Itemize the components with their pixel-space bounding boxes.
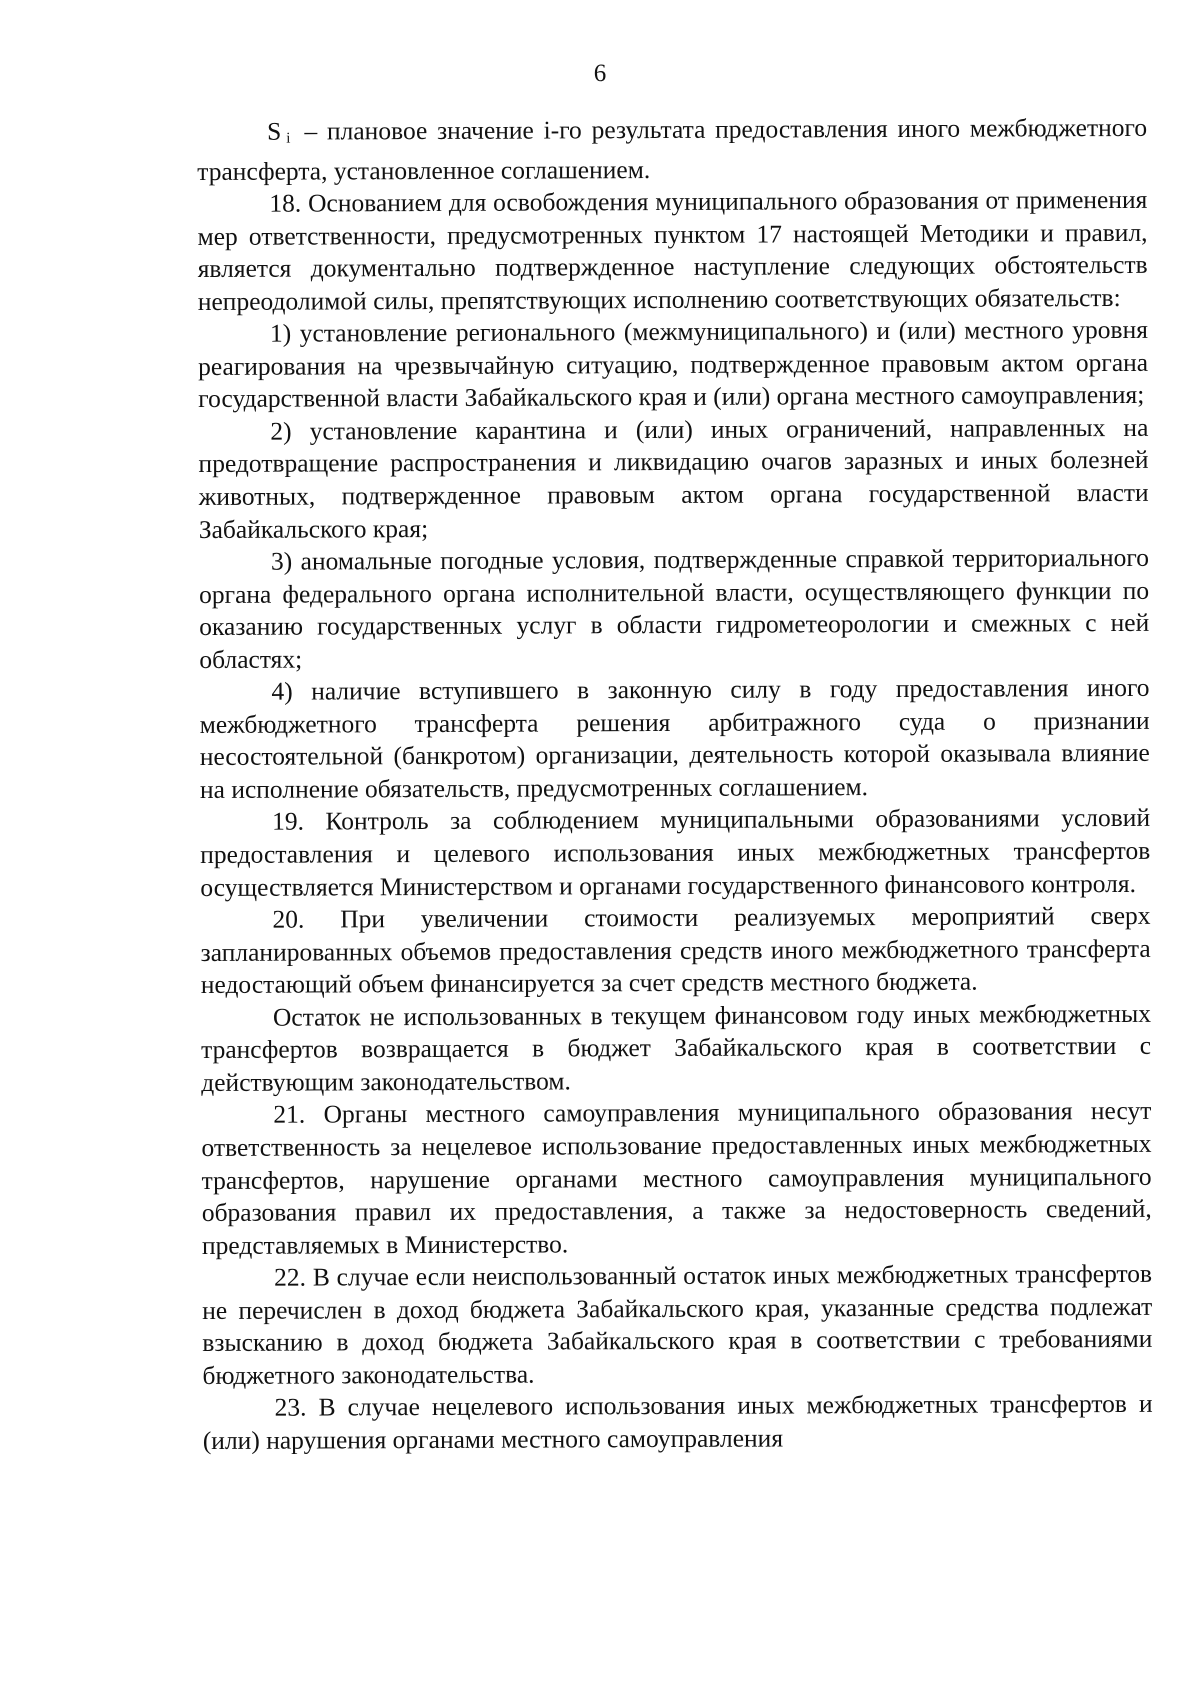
paragraph-20-remainder: Остаток не использованных в текущем финансовом году иных межбюджетных трансфертов возвращается в бюджет Забайкальского края в соответствии с действующим законодательством. <box>201 998 1152 1097</box>
definition-paragraph <box>197 112 1147 188</box>
paragraph-19: 19. Контроль за соблюдением муниципальными образованиями условий предоставления и целевого использования иных межбюджетных трансфертов осуществляется Министерством и органами государственного финансового контроля. <box>200 803 1151 902</box>
list-item-2: 2) установление карантина и (или) иных ограничений, направленных на предотвращение распространения и ликвидацию очагов заразных и иных болезней животных, подтвержденное правовым актом органа государственной власти Забайкальского края; <box>198 412 1149 544</box>
list-item-1: 1) установление регионального (межмуниципального) и (или) местного уровня реагирования на чрезвычайную ситуацию, подтвержденное правовым актом органа государственной власти Забайкальского края и (или) органа местного самоуправления; <box>198 315 1149 414</box>
paragraph-20: 20. При увеличении стоимости реализуемых мероприятий сверх запланированных объемов предоставления средств иного межбюджетного трансферта недостающий объем финансируется за счет средств местного бюджета. <box>200 900 1151 1000</box>
document-body <box>197 112 1153 1458</box>
definition-text: – плановое значение i-го результата предоставления иного межбюджетного трансферта, установленное соглашением. <box>197 112 1148 186</box>
list-item-3: 3) аномальные погодные условия, подтвержденные справкой территориального органа федерального органа исполнительной власти, осуществляющего функции по оказанию государственных услуг в области гидрометеорологии и смежных с ней областях; <box>199 542 1150 674</box>
paragraph-23: 23. В случае нецелевого использования иных межбюджетных трансфертов и (или) нарушения органами местного самоуправления <box>202 1389 1153 1455</box>
paragraph-18: 18. Основанием для освобождения муниципального образования от применения мер ответственности, предусмотренных пунктом 17 настоящей Методики и правил, является документально подтвержденное наступление следующих обстоятельств непреодолимой силы, препятствующих исполнению соответствующих обязательств: <box>197 184 1148 316</box>
definition-symbol: S <box>267 116 283 146</box>
page-number: 6 <box>593 60 607 87</box>
paragraph-22: 22. В случае если неиспользованный остаток иных межбюджетных трансфертов не перечислен в доход бюджета Забайкальского края, указанные средства подлежат взысканию в доход бюджета Забайкальского края в соответствии с требованиями бюджетного законодательства. <box>202 1258 1153 1390</box>
paragraph-21: 21. Органы местного самоуправления муниципального образования несут ответственность за нецелевое использование предоставленных иных межбюджетных трансфертов, нарушение органами местного самоуправления муниципального образования правил их предоставления, а также за недостоверность сведений, представляемых в Министерство. <box>201 1096 1152 1260</box>
list-item-4: 4) наличие вступившего в законную силу в году предоставления иного межбюджетного трансферта решения арбитражного суда о признании несостоятельной (банкротом) организации, деятельность которой оказывала влияние на исполнение обязательств, предусмотренных соглашением. <box>199 673 1150 804</box>
definition-subscript: i <box>286 130 291 147</box>
